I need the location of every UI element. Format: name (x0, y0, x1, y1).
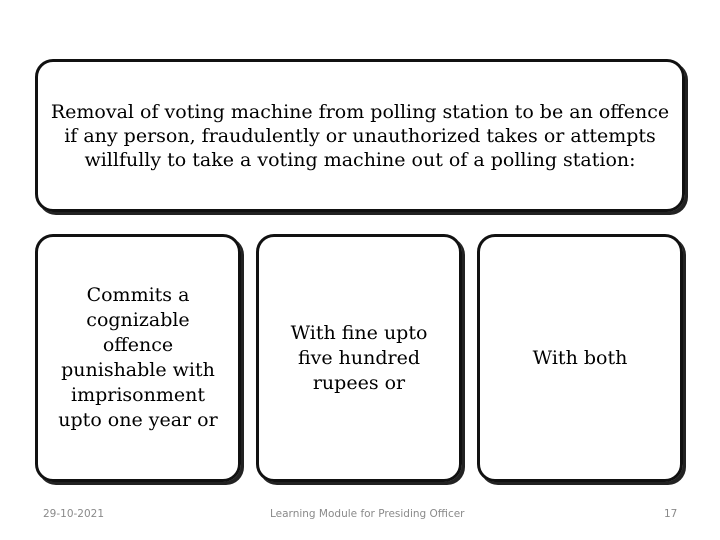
both-box (477, 234, 683, 482)
fine-text: With fine upto five hundred rupees or (290, 321, 428, 394)
both-text: With both (532, 346, 628, 369)
footer-title: Learning Module for Presiding Officer (270, 508, 465, 520)
heading-text: Removal of voting machine from polling station to be an offence if any person, fraudulently or unauthorized takes or attempts willfully to take a voting machine out of a polling station: (50, 100, 670, 171)
footer-date: 29-10-2021 (43, 508, 105, 520)
imprisonment-text: Commits a cognizable offence punishable with imprisonment upto one year or (58, 284, 218, 431)
fine-box (256, 234, 462, 482)
heading-box (35, 59, 685, 212)
imprisonment-box (35, 234, 241, 482)
page-number: 17 (664, 508, 678, 520)
